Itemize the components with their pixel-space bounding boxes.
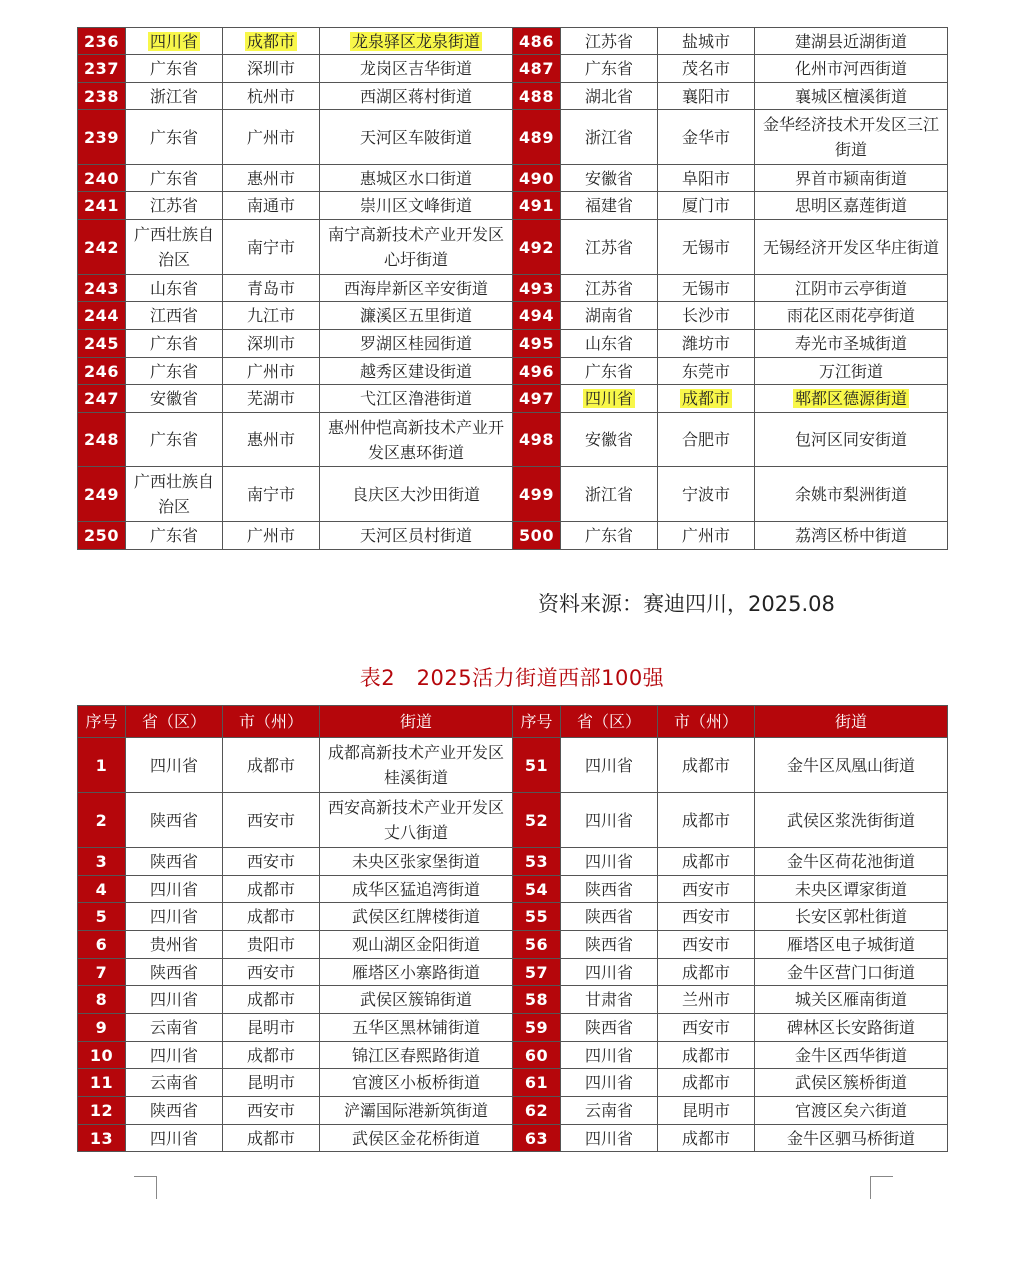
city-cell: 西安市 xyxy=(658,903,755,931)
province-cell: 湖南省 xyxy=(561,302,658,330)
street-cell: 惠城区水口街道 xyxy=(320,165,513,192)
city-cell: 成都市 xyxy=(658,738,755,793)
street-cell: 金牛区荷花池街道 xyxy=(755,848,948,876)
street-cell: 建湖县近湖街道 xyxy=(755,28,948,55)
province-cell: 四川省 xyxy=(126,1042,223,1069)
province-cell xyxy=(561,385,658,413)
rank-number: 13 xyxy=(78,1125,126,1152)
province-cell: 云南省 xyxy=(126,1069,223,1097)
street-cell: 武侯区浆洗街街道 xyxy=(755,793,948,848)
header-street: 街道 xyxy=(755,706,948,738)
city-cell: 南通市 xyxy=(223,192,320,220)
city-cell: 成都市 xyxy=(223,986,320,1014)
rank-number: 8 xyxy=(78,986,126,1014)
city-cell: 茂名市 xyxy=(658,55,755,83)
header-street: 街道 xyxy=(320,706,513,738)
highlight-mark: 成都市 xyxy=(681,389,730,408)
city-cell: 广州市 xyxy=(658,522,755,550)
street-cell xyxy=(755,385,948,413)
province-cell: 陕西省 xyxy=(561,931,658,959)
rank-number: 243 xyxy=(78,275,126,302)
province-cell: 安徽省 xyxy=(126,385,223,413)
table-row xyxy=(78,220,948,275)
rank-number: 487 xyxy=(513,55,561,83)
table2-title: 表2 2025活力街道西部100强 xyxy=(359,666,665,690)
street-cell: 天河区车陂街道 xyxy=(320,110,513,165)
highlight-mark: 龙泉驿区龙泉街道 xyxy=(351,31,480,51)
city-cell: 厦门市 xyxy=(658,192,755,220)
street-cell: 雨花区雨花亭街道 xyxy=(755,302,948,330)
street-cell: 天河区员村街道 xyxy=(320,522,513,550)
province-cell: 浙江省 xyxy=(561,467,658,522)
page-corner-mark-left xyxy=(134,1176,157,1199)
city-cell: 成都市 xyxy=(223,738,320,793)
rank-number: 51 xyxy=(513,738,561,793)
province-cell xyxy=(126,28,223,55)
city-cell: 芜湖市 xyxy=(223,385,320,413)
table-row xyxy=(78,1014,948,1042)
province-cell: 四川省 xyxy=(126,876,223,903)
street-cell: 成华区猛追湾街道 xyxy=(320,876,513,903)
city-cell: 西安市 xyxy=(658,931,755,959)
rank-number: 242 xyxy=(78,220,126,275)
street-cell: 金牛区西华街道 xyxy=(755,1042,948,1069)
rank-number: 12 xyxy=(78,1097,126,1125)
street-cell: 金华经济技术开发区三江街道 xyxy=(755,110,948,165)
city-cell: 广州市 xyxy=(223,358,320,385)
table-row xyxy=(78,1042,948,1069)
rank-number: 491 xyxy=(513,192,561,220)
highlight-mark: 郫都区德源街道 xyxy=(794,389,907,408)
street-cell: 武侯区簇锦街道 xyxy=(320,986,513,1014)
table-row xyxy=(78,903,948,931)
province-cell: 广西壮族自治区 xyxy=(126,220,223,275)
city-cell: 青岛市 xyxy=(223,275,320,302)
province-cell: 浙江省 xyxy=(561,110,658,165)
street-cell: 越秀区建设街道 xyxy=(320,358,513,385)
city-cell: 阜阳市 xyxy=(658,165,755,192)
city-cell: 惠州市 xyxy=(223,165,320,192)
city-cell: 成都市 xyxy=(223,1125,320,1152)
rank-number: 55 xyxy=(513,903,561,931)
table-row xyxy=(78,876,948,903)
street-cell: 金牛区营门口街道 xyxy=(755,959,948,986)
province-cell: 陕西省 xyxy=(126,793,223,848)
province-cell: 陕西省 xyxy=(126,959,223,986)
city-cell: 西安市 xyxy=(223,848,320,876)
street-cell: 思明区嘉莲街道 xyxy=(755,192,948,220)
highlight-mark: 成都市 xyxy=(246,31,295,51)
city-cell: 成都市 xyxy=(658,959,755,986)
table-row xyxy=(78,275,948,302)
street-cell: 武侯区红牌楼街道 xyxy=(320,903,513,931)
city-cell: 金华市 xyxy=(658,110,755,165)
street-cell xyxy=(320,28,513,55)
rank-number: 495 xyxy=(513,330,561,358)
province-cell: 四川省 xyxy=(561,1042,658,1069)
province-cell: 贵州省 xyxy=(126,931,223,959)
ranking-table-continued xyxy=(77,27,948,550)
city-cell: 兰州市 xyxy=(658,986,755,1014)
rank-number: 241 xyxy=(78,192,126,220)
city-cell: 深圳市 xyxy=(223,330,320,358)
city-cell: 西安市 xyxy=(658,1014,755,1042)
province-cell: 广东省 xyxy=(561,522,658,550)
province-cell: 四川省 xyxy=(126,738,223,793)
province-cell: 四川省 xyxy=(561,1125,658,1152)
rank-number: 250 xyxy=(78,522,126,550)
street-cell: 碑林区长安路街道 xyxy=(755,1014,948,1042)
street-cell: 未央区张家堡街道 xyxy=(320,848,513,876)
province-cell: 四川省 xyxy=(126,903,223,931)
street-cell: 雁塔区电子城街道 xyxy=(755,931,948,959)
street-cell: 成都高新技术产业开发区桂溪街道 xyxy=(320,738,513,793)
street-cell: 西安高新技术产业开发区丈八街道 xyxy=(320,793,513,848)
table-row xyxy=(78,385,948,413)
city-cell: 盐城市 xyxy=(658,28,755,55)
street-cell: 金牛区驷马桥街道 xyxy=(755,1125,948,1152)
province-cell: 广东省 xyxy=(126,358,223,385)
city-cell: 成都市 xyxy=(223,903,320,931)
table-row xyxy=(78,986,948,1014)
province-cell: 云南省 xyxy=(126,1014,223,1042)
province-cell: 江苏省 xyxy=(561,28,658,55)
province-cell: 广东省 xyxy=(126,413,223,467)
rank-number: 9 xyxy=(78,1014,126,1042)
page-corner-mark-right xyxy=(870,1176,893,1199)
header-province: 省（区） xyxy=(126,706,223,738)
rank-number: 52 xyxy=(513,793,561,848)
rank-number: 1 xyxy=(78,738,126,793)
city-cell: 长沙市 xyxy=(658,302,755,330)
city-cell: 西安市 xyxy=(658,876,755,903)
city-cell: 无锡市 xyxy=(658,220,755,275)
street-cell: 五华区黑林铺街道 xyxy=(320,1014,513,1042)
city-cell: 南宁市 xyxy=(223,467,320,522)
table-row xyxy=(78,83,948,110)
rank-number: 492 xyxy=(513,220,561,275)
street-cell: 观山湖区金阳街道 xyxy=(320,931,513,959)
rank-number: 486 xyxy=(513,28,561,55)
street-cell: 万江街道 xyxy=(755,358,948,385)
street-cell: 西海岸新区辛安街道 xyxy=(320,275,513,302)
rank-number: 244 xyxy=(78,302,126,330)
street-cell: 龙岗区吉华街道 xyxy=(320,55,513,83)
city-cell: 广州市 xyxy=(223,110,320,165)
rank-number: 236 xyxy=(78,28,126,55)
province-cell: 陕西省 xyxy=(561,1014,658,1042)
city-cell: 无锡市 xyxy=(658,275,755,302)
street-cell: 西湖区蒋村街道 xyxy=(320,83,513,110)
province-cell: 江西省 xyxy=(126,302,223,330)
street-cell: 金牛区凤凰山街道 xyxy=(755,738,948,793)
province-cell: 广东省 xyxy=(126,522,223,550)
province-cell: 四川省 xyxy=(126,1125,223,1152)
street-cell: 罗湖区桂园街道 xyxy=(320,330,513,358)
city-cell: 襄阳市 xyxy=(658,83,755,110)
rank-number: 4 xyxy=(78,876,126,903)
table-row xyxy=(78,28,948,55)
street-cell: 界首市颍南街道 xyxy=(755,165,948,192)
rank-number: 10 xyxy=(78,1042,126,1069)
header-no: 序号 xyxy=(78,706,126,738)
west-top100-table xyxy=(77,705,948,1152)
table-row xyxy=(78,522,948,550)
rank-number: 60 xyxy=(513,1042,561,1069)
highlight-mark: 四川省 xyxy=(584,389,633,408)
table-row xyxy=(78,302,948,330)
city-cell: 深圳市 xyxy=(223,55,320,83)
table-row xyxy=(78,413,948,467)
province-cell: 江苏省 xyxy=(561,220,658,275)
city-cell xyxy=(658,385,755,413)
province-cell: 广东省 xyxy=(126,55,223,83)
street-cell: 弋江区澛港街道 xyxy=(320,385,513,413)
city-cell xyxy=(223,28,320,55)
street-cell: 良庆区大沙田街道 xyxy=(320,467,513,522)
street-cell: 濂溪区五里街道 xyxy=(320,302,513,330)
city-cell: 成都市 xyxy=(658,848,755,876)
table-row xyxy=(78,467,948,522)
province-cell: 安徽省 xyxy=(561,413,658,467)
rank-number: 57 xyxy=(513,959,561,986)
table-row xyxy=(78,330,948,358)
street-cell: 包河区同安街道 xyxy=(755,413,948,467)
rank-number: 11 xyxy=(78,1069,126,1097)
street-cell: 崇川区文峰街道 xyxy=(320,192,513,220)
street-cell: 惠州仲恺高新技术产业开发区惠环街道 xyxy=(320,413,513,467)
rank-number: 238 xyxy=(78,83,126,110)
province-cell: 甘肃省 xyxy=(561,986,658,1014)
rank-number: 6 xyxy=(78,931,126,959)
province-cell: 四川省 xyxy=(561,738,658,793)
table-row xyxy=(78,1125,948,1152)
province-cell: 云南省 xyxy=(561,1097,658,1125)
rank-number: 62 xyxy=(513,1097,561,1125)
city-cell: 西安市 xyxy=(223,793,320,848)
city-cell: 成都市 xyxy=(223,876,320,903)
header-province: 省（区） xyxy=(561,706,658,738)
rank-number: 63 xyxy=(513,1125,561,1152)
source-note: 资料来源：赛迪四川，2025.08 xyxy=(538,592,835,616)
rank-number: 248 xyxy=(78,413,126,467)
city-cell: 成都市 xyxy=(658,793,755,848)
street-cell: 武侯区簇桥街道 xyxy=(755,1069,948,1097)
header-no: 序号 xyxy=(513,706,561,738)
rank-number: 496 xyxy=(513,358,561,385)
province-cell: 山东省 xyxy=(126,275,223,302)
street-cell: 官渡区小板桥街道 xyxy=(320,1069,513,1097)
table-row xyxy=(78,848,948,876)
province-cell: 四川省 xyxy=(561,1069,658,1097)
city-cell: 广州市 xyxy=(223,522,320,550)
city-cell: 九江市 xyxy=(223,302,320,330)
city-cell: 昆明市 xyxy=(223,1014,320,1042)
table2-header-row xyxy=(78,706,948,738)
city-cell: 贵阳市 xyxy=(223,931,320,959)
table-row xyxy=(78,358,948,385)
province-cell: 四川省 xyxy=(561,959,658,986)
province-cell: 四川省 xyxy=(126,986,223,1014)
table-row xyxy=(78,738,948,793)
province-cell: 广东省 xyxy=(126,165,223,192)
street-cell: 武侯区金花桥街道 xyxy=(320,1125,513,1152)
table-row xyxy=(78,959,948,986)
table-row xyxy=(78,1097,948,1125)
street-cell: 未央区谭家街道 xyxy=(755,876,948,903)
city-cell: 成都市 xyxy=(658,1125,755,1152)
rank-number: 246 xyxy=(78,358,126,385)
province-cell: 江苏省 xyxy=(126,192,223,220)
city-cell: 成都市 xyxy=(658,1069,755,1097)
street-cell: 锦江区春熙路街道 xyxy=(320,1042,513,1069)
rank-number: 489 xyxy=(513,110,561,165)
rank-number: 2 xyxy=(78,793,126,848)
province-cell: 湖北省 xyxy=(561,83,658,110)
street-cell: 南宁高新技术产业开发区心圩街道 xyxy=(320,220,513,275)
header-city: 市（州） xyxy=(223,706,320,738)
city-cell: 昆明市 xyxy=(658,1097,755,1125)
table-row xyxy=(78,192,948,220)
table-row xyxy=(78,55,948,83)
city-cell: 西安市 xyxy=(223,1097,320,1125)
street-cell: 化州市河西街道 xyxy=(755,55,948,83)
rank-number: 5 xyxy=(78,903,126,931)
rank-number: 245 xyxy=(78,330,126,358)
city-cell: 杭州市 xyxy=(223,83,320,110)
rank-number: 3 xyxy=(78,848,126,876)
city-cell: 宁波市 xyxy=(658,467,755,522)
rank-number: 239 xyxy=(78,110,126,165)
rank-number: 494 xyxy=(513,302,561,330)
province-cell: 陕西省 xyxy=(561,876,658,903)
rank-number: 56 xyxy=(513,931,561,959)
province-cell: 广西壮族自治区 xyxy=(126,467,223,522)
province-cell: 广东省 xyxy=(561,55,658,83)
rank-number: 488 xyxy=(513,83,561,110)
province-cell: 广东省 xyxy=(126,110,223,165)
street-cell: 荔湾区桥中街道 xyxy=(755,522,948,550)
province-cell: 山东省 xyxy=(561,330,658,358)
rank-number: 249 xyxy=(78,467,126,522)
province-cell: 广东省 xyxy=(561,358,658,385)
rank-number: 500 xyxy=(513,522,561,550)
street-cell: 江阴市云亭街道 xyxy=(755,275,948,302)
province-cell: 陕西省 xyxy=(126,848,223,876)
street-cell: 余姚市梨洲街道 xyxy=(755,467,948,522)
table-row xyxy=(78,931,948,959)
province-cell: 陕西省 xyxy=(561,903,658,931)
province-cell: 福建省 xyxy=(561,192,658,220)
rank-number: 7 xyxy=(78,959,126,986)
table-row xyxy=(78,165,948,192)
province-cell: 安徽省 xyxy=(561,165,658,192)
highlight-mark: 四川省 xyxy=(149,31,198,51)
city-cell: 昆明市 xyxy=(223,1069,320,1097)
rank-number: 58 xyxy=(513,986,561,1014)
province-cell: 四川省 xyxy=(561,793,658,848)
rank-number: 240 xyxy=(78,165,126,192)
table-row xyxy=(78,1069,948,1097)
street-cell: 浐灞国际港新筑街道 xyxy=(320,1097,513,1125)
rank-number: 61 xyxy=(513,1069,561,1097)
rank-number: 490 xyxy=(513,165,561,192)
rank-number: 237 xyxy=(78,55,126,83)
street-cell: 雁塔区小寨路街道 xyxy=(320,959,513,986)
rank-number: 53 xyxy=(513,848,561,876)
street-cell: 城关区雁南街道 xyxy=(755,986,948,1014)
rank-number: 493 xyxy=(513,275,561,302)
street-cell: 长安区郭杜街道 xyxy=(755,903,948,931)
city-cell: 成都市 xyxy=(223,1042,320,1069)
city-cell: 合肥市 xyxy=(658,413,755,467)
rank-number: 497 xyxy=(513,385,561,413)
table-row xyxy=(78,793,948,848)
city-cell: 南宁市 xyxy=(223,220,320,275)
rank-number: 499 xyxy=(513,467,561,522)
street-cell: 官渡区矣六街道 xyxy=(755,1097,948,1125)
city-cell: 东莞市 xyxy=(658,358,755,385)
street-cell: 寿光市圣城街道 xyxy=(755,330,948,358)
street-cell: 襄城区檀溪街道 xyxy=(755,83,948,110)
city-cell: 惠州市 xyxy=(223,413,320,467)
city-cell: 西安市 xyxy=(223,959,320,986)
rank-number: 54 xyxy=(513,876,561,903)
city-cell: 潍坊市 xyxy=(658,330,755,358)
header-city: 市（州） xyxy=(658,706,755,738)
city-cell: 成都市 xyxy=(658,1042,755,1069)
province-cell: 广东省 xyxy=(126,330,223,358)
rank-number: 247 xyxy=(78,385,126,413)
province-cell: 四川省 xyxy=(561,848,658,876)
table-row xyxy=(78,110,948,165)
rank-number: 498 xyxy=(513,413,561,467)
province-cell: 江苏省 xyxy=(561,275,658,302)
street-cell: 无锡经济开发区华庄街道 xyxy=(755,220,948,275)
province-cell: 陕西省 xyxy=(126,1097,223,1125)
province-cell: 浙江省 xyxy=(126,83,223,110)
rank-number: 59 xyxy=(513,1014,561,1042)
